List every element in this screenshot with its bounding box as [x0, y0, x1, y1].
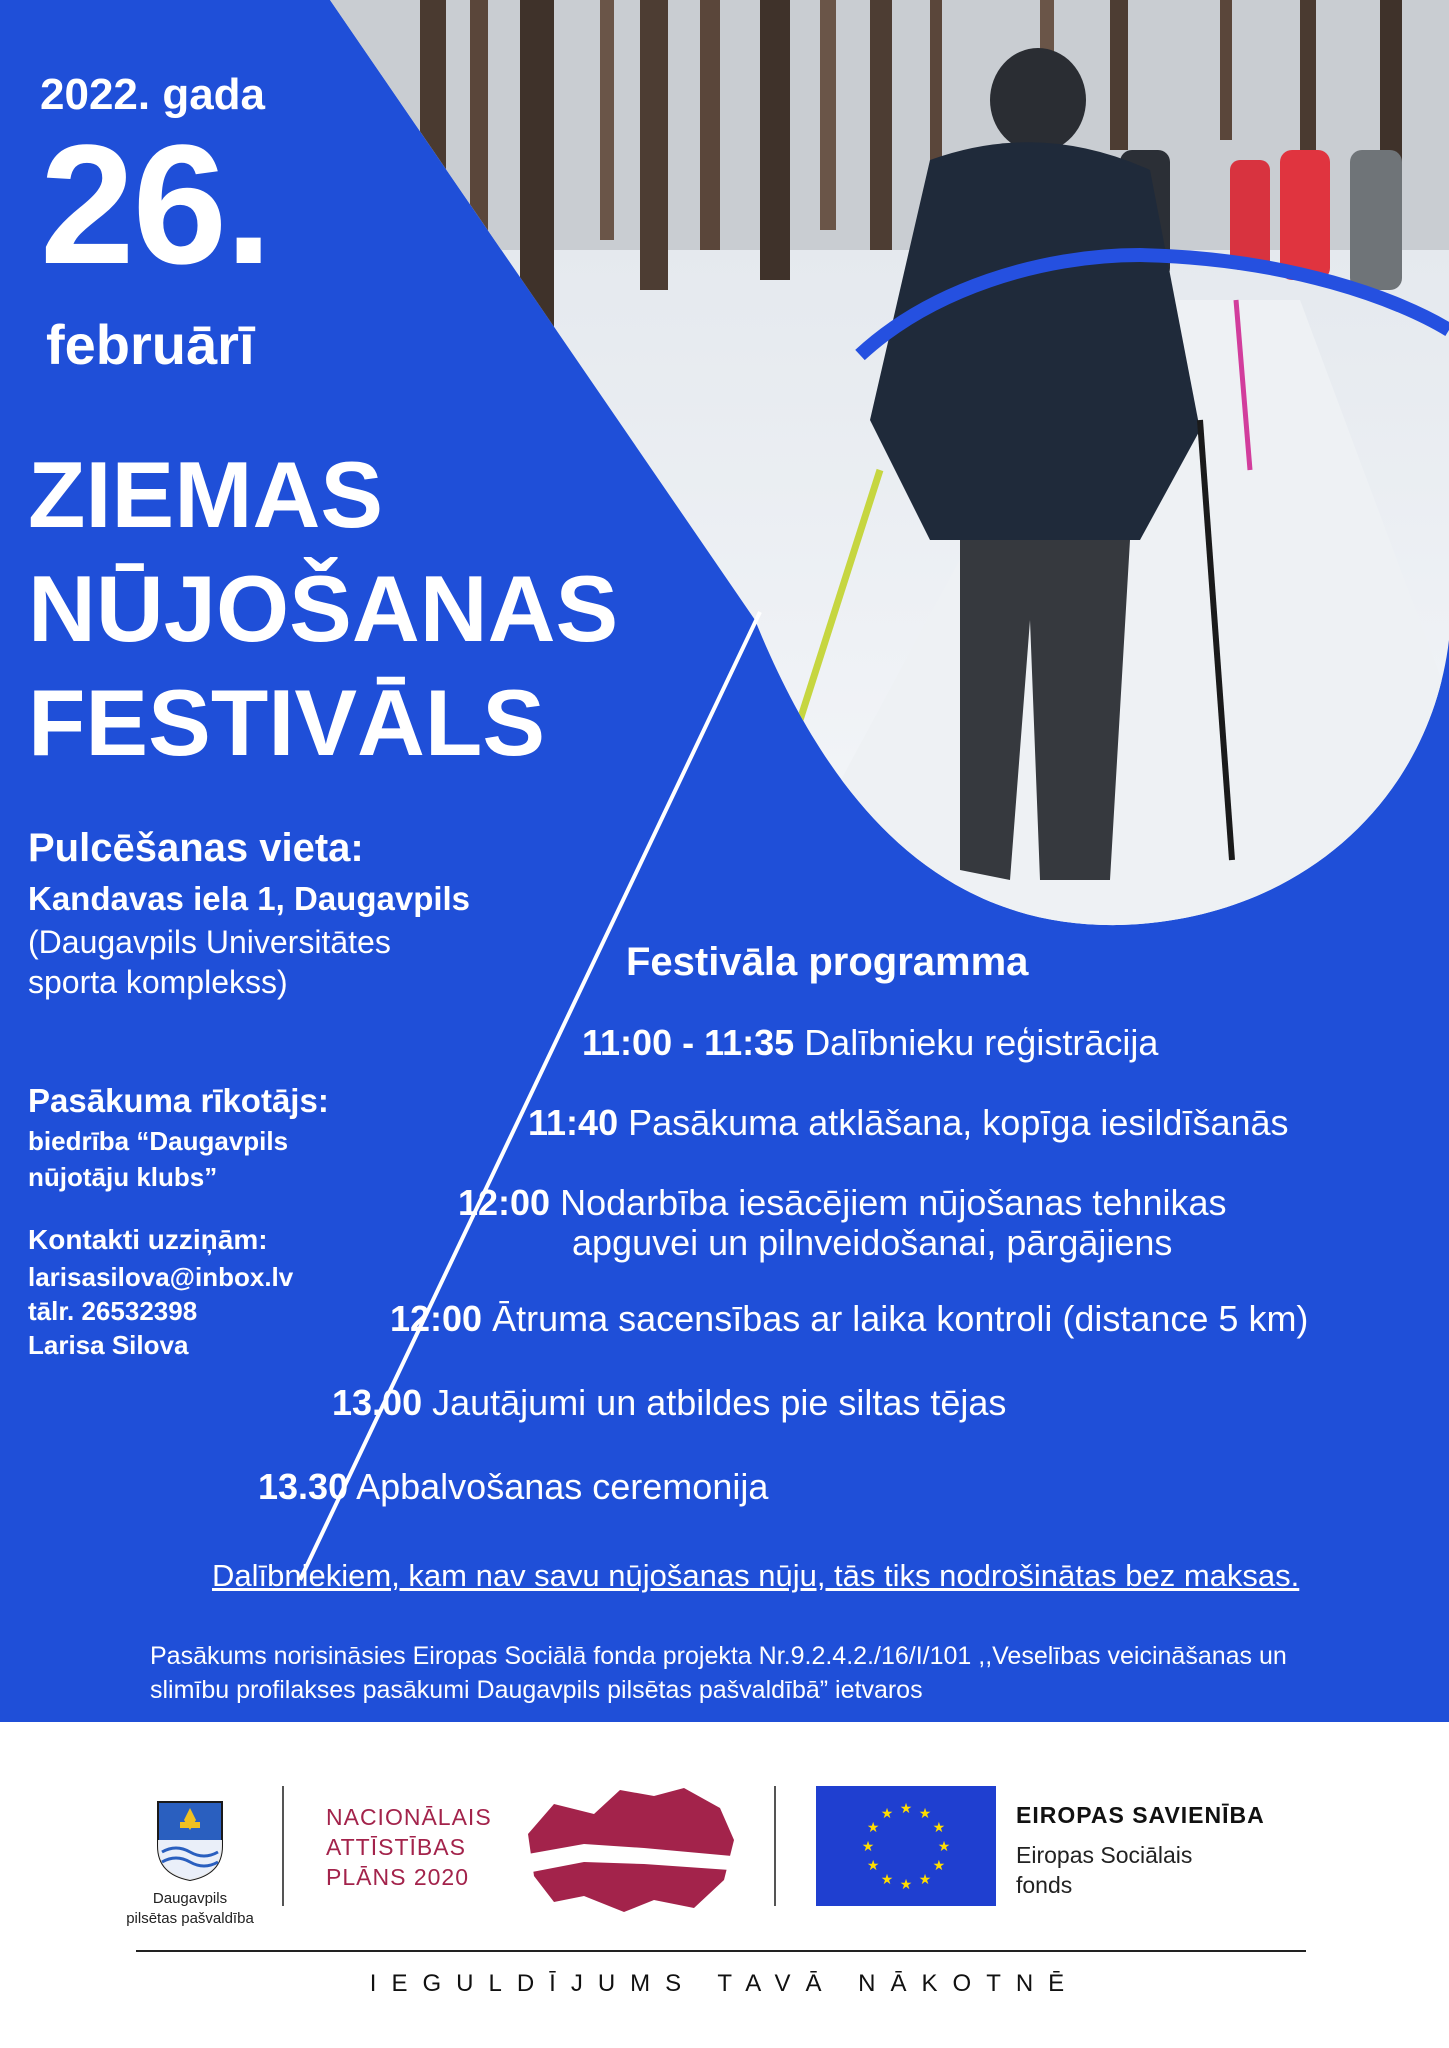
daugavpils-coat-of-arms-icon	[156, 1800, 224, 1882]
latvia-map-icon	[524, 1784, 736, 1916]
venue-note-line-2: sporta komplekss)	[28, 964, 288, 1000]
organizer-line-1: biedrība “Daugavpils	[28, 1126, 289, 1156]
footer-rule	[136, 1950, 1306, 1952]
eu-star-icon: ★	[937, 1838, 951, 1854]
eu-star-icon: ★	[880, 1870, 894, 1887]
program-text: Jautājumi un atbildes pie siltas tējas	[432, 1382, 1007, 1423]
esf-name-line-2: fonds	[1016, 1872, 1073, 1898]
program-text: Pasākuma atklāšana, kopīga iesildīšanās	[628, 1102, 1289, 1143]
program-time: 13.30	[258, 1466, 349, 1507]
festival-title-line-1: ZIEMAS	[28, 442, 384, 547]
program-text: Nodarbība iesācējiem nūjošanas tehnikas	[560, 1182, 1227, 1223]
eu-star-icon: ★	[918, 1805, 932, 1822]
program-item	[332, 1382, 1006, 1424]
date-month: februārī	[46, 313, 255, 376]
program-time: 12:00	[390, 1298, 483, 1339]
program-item	[458, 1182, 1227, 1224]
eu-star-icon: ★	[899, 1876, 913, 1892]
organizer-label: Pasākuma rīkotājs:	[28, 1082, 329, 1119]
nap-line-3: PLĀNS 2020	[326, 1864, 469, 1890]
program-text-continued: apguvei un pilnveidošanai, pārgājiens	[572, 1222, 1173, 1263]
eu-star-icon: ★	[932, 1857, 946, 1873]
program-item	[258, 1466, 768, 1508]
venue-note-line-1: (Daugavpils Universitātes	[28, 924, 391, 960]
venue-address: Kandavas iela 1, Daugavpils	[28, 880, 471, 917]
program-time: 12:00	[458, 1182, 551, 1223]
eu-star-icon: ★	[899, 1800, 913, 1816]
festival-title-line-2: NŪJOŠANAS	[28, 556, 619, 661]
venue-label: Pulcēšanas vieta:	[28, 826, 364, 870]
program-item	[390, 1298, 1308, 1340]
eu-star-icon: ★	[866, 1819, 880, 1835]
project-note-line-1: Pasākums norisināsies Eiropas Sociālā fonda projekta Nr.9.2.4.2./16/I/101 ,,Veselības veicināšanas un	[150, 1642, 1287, 1670]
eu-name: EIROPAS SAVIENĪBA	[1016, 1802, 1265, 1828]
program-text: Dalībnieku reģistrācija	[804, 1022, 1159, 1063]
program-time: 11:40	[528, 1102, 619, 1143]
eu-star-icon: ★	[932, 1819, 946, 1835]
contact-email[interactable]: larisasilova@inbox.lv	[28, 1262, 294, 1292]
footer-divider	[282, 1786, 284, 1906]
program-item	[528, 1102, 1289, 1144]
contact-phone: tālr. 26532398	[28, 1296, 198, 1326]
program-time: 11:00 - 11:35	[582, 1022, 795, 1063]
program-item	[582, 1022, 1158, 1064]
footer-slogan: IEGULDĪJUMS TAVĀ NĀKOTNĒ	[369, 1970, 1080, 1997]
esf-name-line-1: Eiropas Sociālais	[1016, 1842, 1193, 1868]
eu-star-icon: ★	[880, 1805, 894, 1822]
municipality-name-line-1: Daugavpils	[152, 1890, 228, 1907]
program-time: 13.00	[332, 1382, 423, 1423]
project-note-line-2: slimību profilakses pasākumi Daugavpils pilsētas pašvaldībā” ietvaros	[150, 1676, 923, 1704]
date-year: 2022. gada	[40, 70, 266, 119]
nap-line-1: NACIONĀLAIS	[326, 1804, 492, 1830]
equipment-notice: Dalībniekiem, kam nav savu nūjošanas nūju, tās tiks nodrošinātas bez maksas.	[212, 1558, 1300, 1593]
municipality-name-line-2: pilsētas pašvaldība	[126, 1910, 254, 1927]
contact-name: Larisa Silova	[28, 1330, 189, 1360]
footer-divider	[774, 1786, 776, 1906]
program-title: Festivāla programma	[626, 940, 1029, 984]
program-text: Ātruma sacensības ar laika kontroli (distance 5 km)	[492, 1298, 1309, 1339]
eu-star-icon: ★	[918, 1870, 932, 1887]
eu-flag-icon	[816, 1786, 996, 1906]
eu-star-icon: ★	[866, 1857, 880, 1873]
date-day: 26.	[40, 110, 271, 300]
program-text: Apbalvošanas ceremonija	[356, 1466, 769, 1507]
contact-label: Kontakti uzziņām:	[28, 1224, 268, 1255]
organizer-line-2: nūjotāju klubs”	[28, 1162, 218, 1192]
festival-title-line-3: FESTIVĀLS	[28, 670, 546, 775]
eu-star-icon: ★	[861, 1838, 875, 1854]
nap-line-2: ATTĪSTĪBAS	[326, 1834, 466, 1860]
